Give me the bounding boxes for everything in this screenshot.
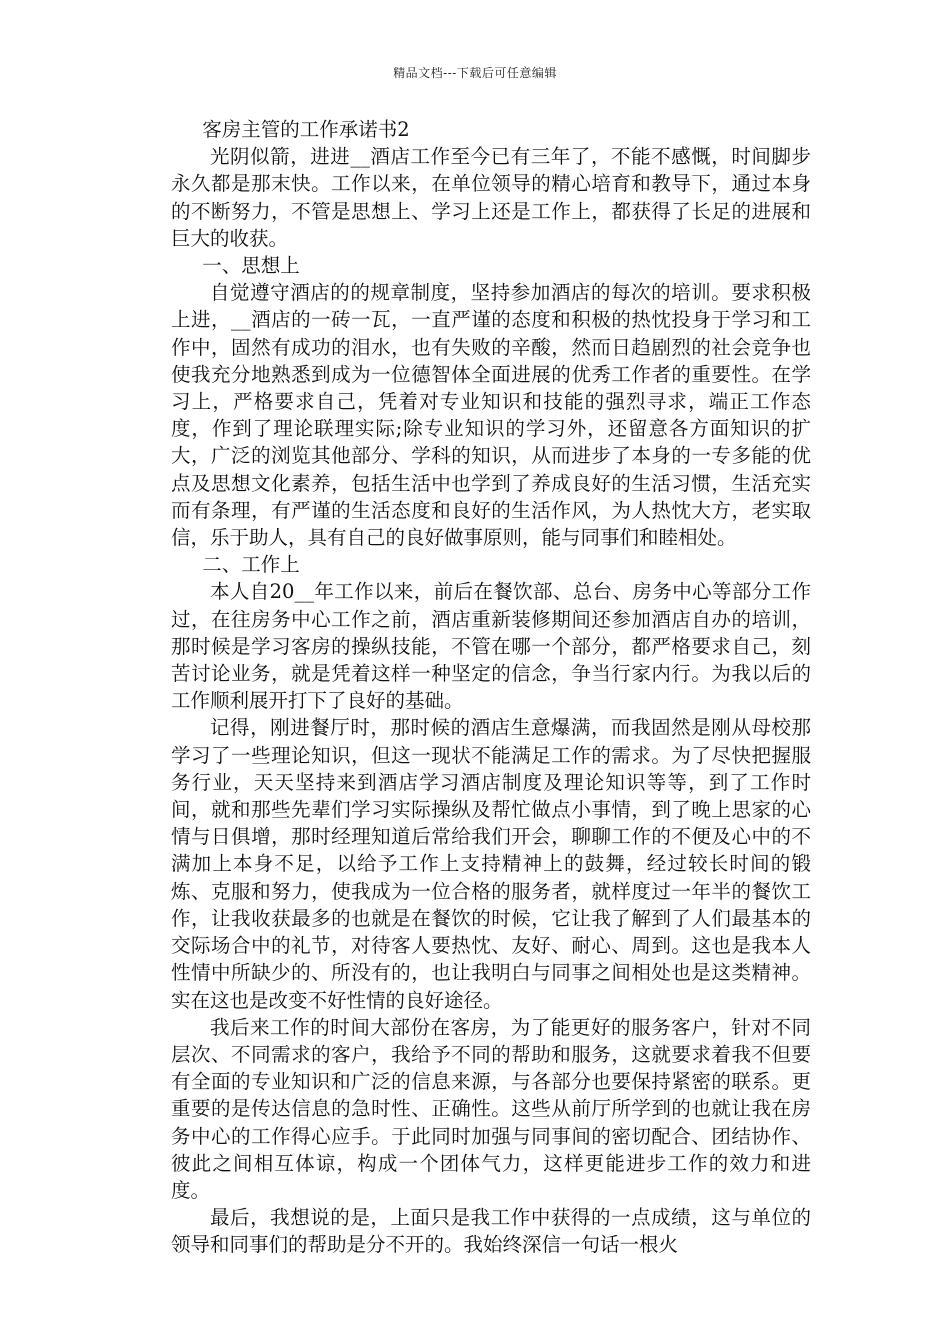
paragraph-closing: 最后，我想说的是，上面只是我工作中获得的一点成绩，这与单位的领导和同事们的帮助是分不开的。我始终深信一句话一根火 [171, 1206, 811, 1257]
paragraph-restaurant: 记得，刚进餐厅时，那时候的酒店生意爆满，而我固然是刚从母校那学习了一些理论知识，但这一现状不能满足工作的需求。为了尽快把握服务行业，天天坚持来到酒店学习酒店制度及理论知识等等，到了工作时间，就和那些先辈们学习实际操纵及帮忙做点小事情，到了晚上思家的心情与日俱增，那时经理知道后常给我们开会，聊聊工作的不便及心中的不满加上本身不足，以给予工作上支持精神上的鼓舞，经过较长时间的锻炼、克服和努力，使我成为一位合格的服务者，就样度过一年半的餐饮工作，让我收获最多的也就是在餐饮的时候，它让我了解到了人们最基本的交际场合中的礼节，对待客人要热忱、友好、耐心、周到。这也是我本人性情中所缺少的、所没有的，也让我明白与同事之间相处也是这类精神。实在这也是改变不好性情的良好途径。 [171, 716, 811, 1012]
document-body [171, 116, 811, 1259]
page-header: 精品文档---下载后可任意编辑 [393, 66, 557, 80]
paragraph-work-history: 本人自20__年工作以来，前后在餐饮部、总台、房务中心等部分工作过，在往房务中心工作之前，酒店重新装修期间还参加酒店自办的培训，那时候是学习客房的操纵技能，不管在哪一个部分，都严格要求自己，刻苦讨论业务，就是凭着这样一种坚定的信念，争当行家内行。为我以后的工作顺利展开打下了良好的基础。 [171, 580, 811, 713]
document-title: 客房主管的工作承诺书2 [202, 118, 410, 141]
section-heading-thought: 一、思想上 [202, 254, 300, 278]
paragraph-thought: 自觉遵守酒店的的规章制度，坚持参加酒店的每次的培训。要求积极上进，__酒店的一砖一瓦，一直严谨的态度和积极的热忱投身于学习和工作中，固然有成功的泪水，也有失败的辛酸，然而日趋剧烈的社会竞争也使我充分地熟悉到成为一位德智体全面进展的优秀工作者的重要性。在学习上，严格要求自己，凭着对专业知识和技能的强烈寻求，端正工作态度，作到了理论联理实际;除专业知识的学习外，还留意各方面知识的扩大，广泛的浏览其他部分、学科的知识，从而进步了本身的一专多能的优点及思想文化素养，包括生活中也学到了养成良好的生活习惯，生活充实而有条理，有严谨的生活态度和良好的生活作风，为人热忱大方，老实取信，乐于助人，具有自己的良好做事原则，能与同事们和睦相处。 [171, 281, 811, 550]
paragraph-intro: 光阴似箭，进进__酒店工作至今已有三年了，不能不感慨，时间脚步永久都是那末快。工作以来，在单位领导的精心培育和教导下，通过本身的不断努力，不管是思想上、学习上还是工作上，都获得了长足的进展和巨大的收获。 [171, 145, 811, 250]
paragraph-housekeeping: 我后来工作的时间大部份在客房，为了能更好的服务客户，针对不同层次、不同需求的客户，我给予不同的帮助和服务，这就要求着我不但要有全面的专业知识和广泛的信息来源，与各部分也要保持紧密的联系。更重要的是传达信息的急时性、正确性。这些从前厅所学到的也就让我在房务中心的工作得心应手。于此同时加强与同事间的密切配合、团结协作、彼此之间相互体谅，构成一个团体气力，这样更能进步工作的效力和进度。 [171, 1015, 811, 1202]
section-heading-work: 二、工作上 [202, 553, 300, 577]
